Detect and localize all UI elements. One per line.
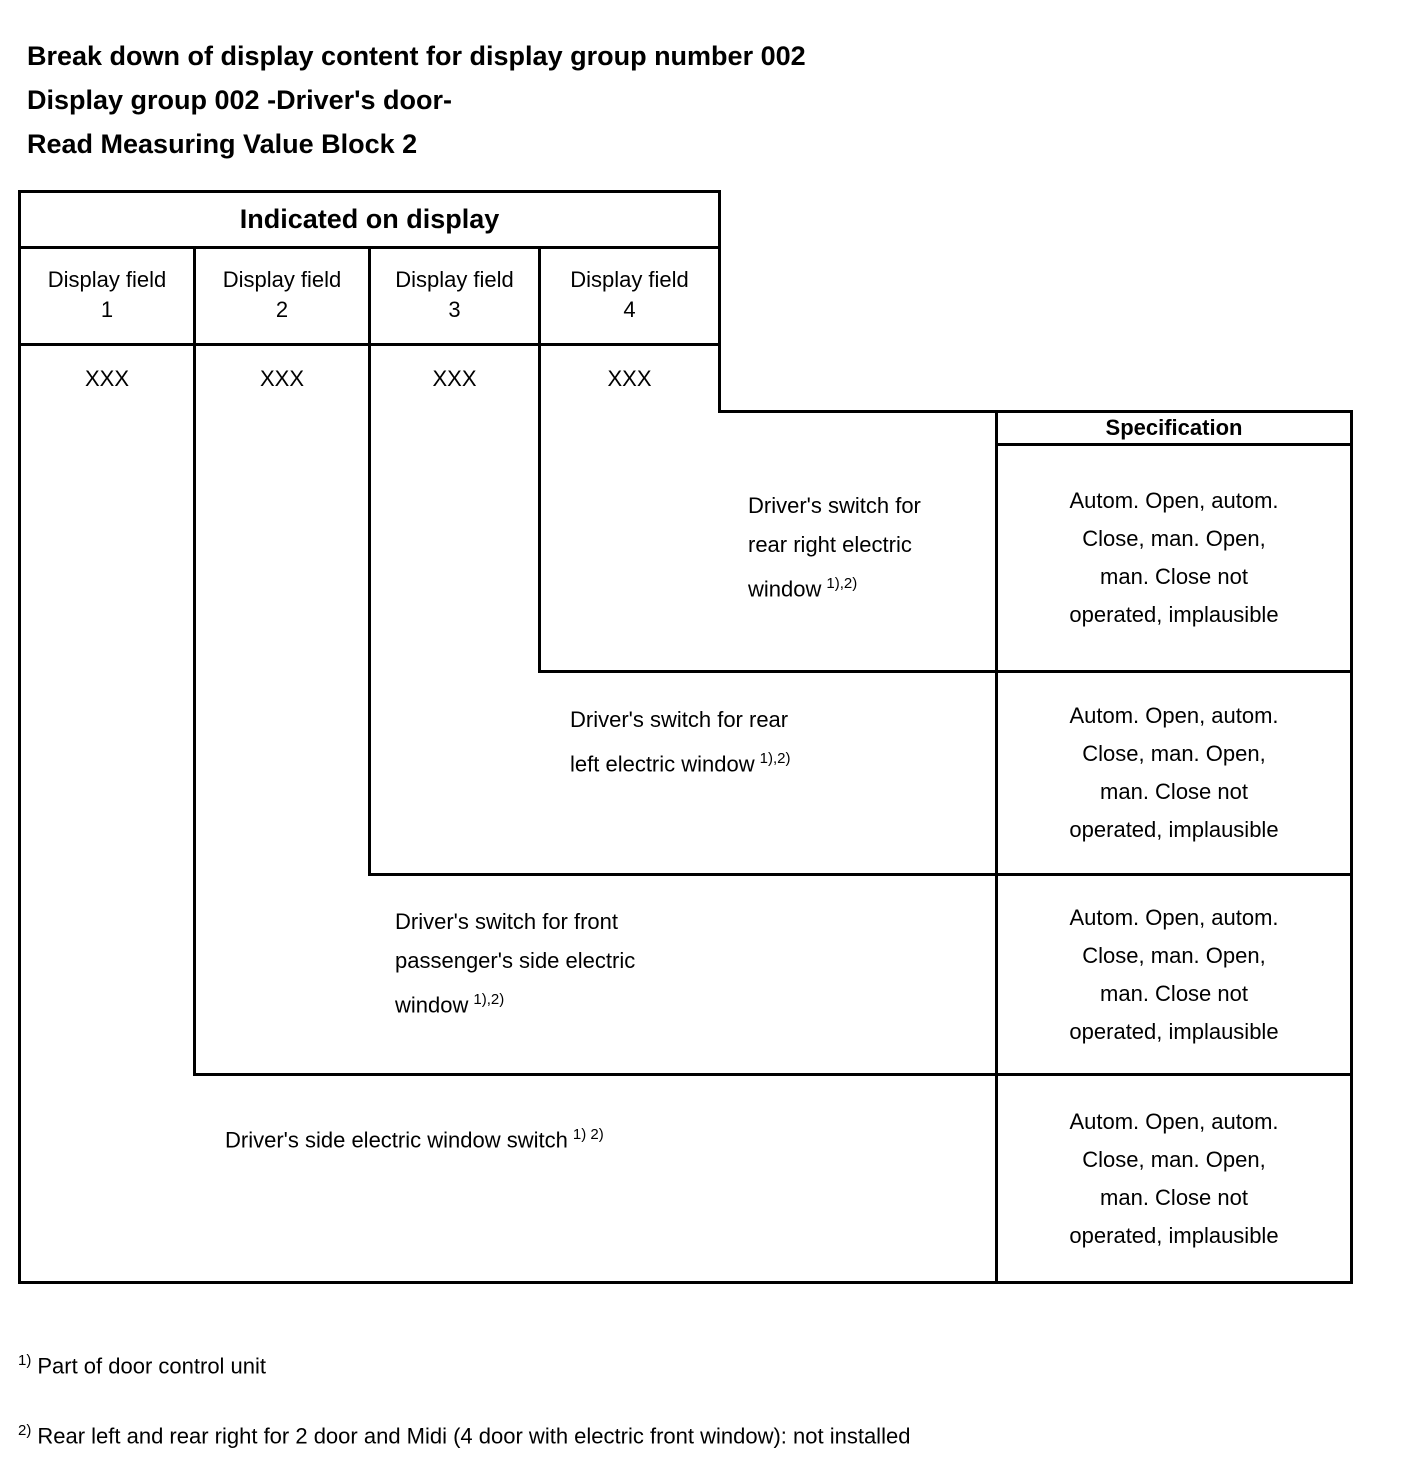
row-description-field-2 bbox=[395, 902, 635, 1024]
column-header-4 bbox=[538, 246, 721, 343]
spec-line: Close, man. Open, bbox=[1082, 741, 1266, 766]
description-line: rear right electric bbox=[748, 532, 912, 557]
description-line: Driver's side electric window switch $^{1) 2)}$ bbox=[225, 1126, 604, 1153]
specification-cell-field-1 bbox=[995, 1076, 1353, 1281]
spec-line: Close, man. Open, bbox=[1082, 942, 1266, 968]
spec-line: man. Close not bbox=[1100, 779, 1248, 804]
display-value-4: XXX bbox=[607, 366, 652, 391]
display-value-1: XXX bbox=[84, 366, 130, 391]
spec-line: man. Close not bbox=[1100, 980, 1248, 1006]
column-header-label: Display field bbox=[570, 266, 689, 292]
footnote-marker: 1),2) bbox=[759, 750, 791, 767]
column-header-number: 1 bbox=[100, 296, 114, 322]
footnote-marker: 2) bbox=[18, 1422, 32, 1439]
title-line-3: Read Measuring Value Block 2 bbox=[27, 129, 418, 159]
footnote-text: Rear left and rear right for 2 door and Midi (4 door with electric front window): not installed bbox=[37, 1423, 911, 1449]
description-line: passenger's side electric bbox=[395, 948, 636, 973]
border-line bbox=[18, 1281, 1353, 1284]
column-header-label: Display field bbox=[222, 266, 342, 292]
specification-cell-field-4 bbox=[995, 446, 1353, 670]
spec-line: Close, man. Open, bbox=[1082, 526, 1266, 551]
column-header-number: 2 bbox=[275, 296, 289, 322]
spec-line: Autom. Open, autom. bbox=[1069, 904, 1279, 930]
spec-line: operated, implausible bbox=[1069, 817, 1279, 842]
column-header-label: Display field bbox=[47, 266, 167, 292]
footnote-marker: 1),2) bbox=[473, 991, 505, 1008]
display-value-3: XXX bbox=[432, 366, 477, 391]
description-line: window $^{1),2)}$ bbox=[748, 575, 858, 602]
description-line: Driver's switch for rear bbox=[570, 707, 789, 732]
row-description-field-3 bbox=[570, 700, 790, 783]
description-line: Driver's switch for front bbox=[395, 909, 619, 934]
footnote-marker: 1),2) bbox=[826, 575, 858, 592]
specification-cell-field-3 bbox=[995, 673, 1353, 873]
specification-cell-field-2 bbox=[995, 876, 1353, 1073]
title-line-1: Break down of display content for display group number 002 bbox=[27, 41, 806, 71]
description-line: window $^{1),2)}$ bbox=[395, 991, 505, 1018]
page-title bbox=[27, 34, 806, 166]
spec-line: man. Close not bbox=[1100, 1184, 1248, 1210]
footnote-1 bbox=[18, 1352, 266, 1379]
column-header-3 bbox=[368, 246, 541, 343]
footnote-text: Part of door control unit bbox=[37, 1353, 267, 1379]
spec-line: operated, implausible bbox=[1069, 1222, 1279, 1248]
display-value-2: XXX bbox=[259, 366, 305, 391]
column-header-label: Display field bbox=[395, 266, 514, 292]
spec-line: Autom. Open, autom. bbox=[1069, 703, 1279, 728]
title-line-2: Display group 002 -Driver's door- bbox=[27, 85, 453, 115]
spec-line: man. Close not bbox=[1100, 564, 1248, 589]
column-header-1 bbox=[18, 246, 196, 343]
row-description-field-1 bbox=[225, 1115, 604, 1159]
description-line: left electric window $^{1),2)}$ bbox=[570, 750, 791, 777]
spec-line: Autom. Open, autom. bbox=[1069, 1108, 1279, 1134]
column-header-2 bbox=[193, 246, 371, 343]
spec-line: operated, implausible bbox=[1069, 602, 1279, 627]
spec-line: operated, implausible bbox=[1069, 1018, 1279, 1044]
specification-header: Specification bbox=[1105, 415, 1243, 440]
column-header-number: 4 bbox=[623, 296, 636, 322]
spec-line: Autom. Open, autom. bbox=[1069, 488, 1279, 513]
spec-line: Close, man. Open, bbox=[1082, 1146, 1266, 1172]
description-line: Driver's switch for bbox=[748, 493, 921, 518]
row-description-field-4 bbox=[748, 486, 921, 608]
footnote-marker: 1) bbox=[18, 1352, 32, 1369]
column-header-number: 3 bbox=[448, 296, 461, 322]
footnote-marker: 1) 2) bbox=[572, 1126, 604, 1143]
indicated-on-display-header: Indicated on display bbox=[239, 204, 500, 234]
footnote-2 bbox=[18, 1422, 910, 1449]
